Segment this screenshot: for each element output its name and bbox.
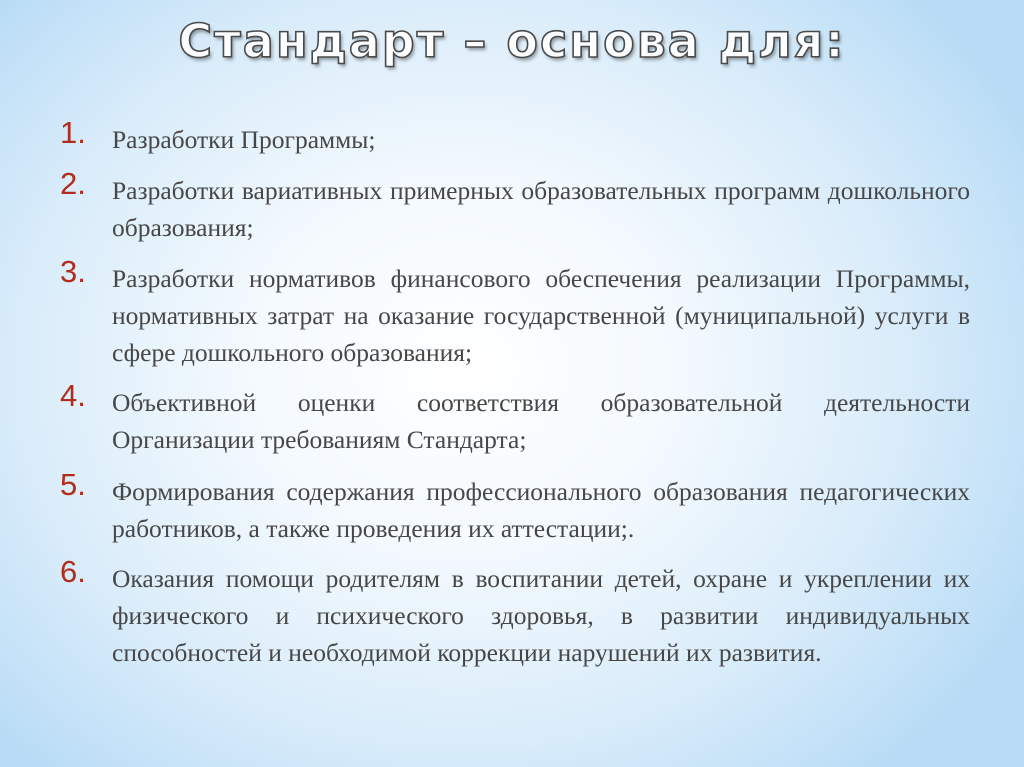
- item-number: 5.: [60, 467, 86, 502]
- item-number: 4.: [60, 378, 86, 413]
- item-text: Разработки вариативных примерных образовательных программ дошкольного образования;: [112, 176, 970, 242]
- item-text: Разработки Программы;: [112, 125, 376, 154]
- item-number: 2.: [60, 166, 86, 201]
- item-text: Разработки нормативов финансового обеспечения реализации Программы, нормативных затрат на оказание государственной (муниципальной) услуги в сфере дошкольного образования;: [112, 264, 970, 367]
- item-text: Оказания помощи родителям в воспитании детей, охране и укреплении их физического и психического здоровья, в развитии индивидуальных способностей и необходимой коррекции нарушений их развития.: [112, 564, 970, 667]
- item-number: 1.: [60, 115, 86, 150]
- item-number: 3.: [60, 254, 86, 289]
- slide-title: Стандарт – основа для:: [178, 14, 846, 68]
- item-text: Объективной оценки соответствия образовательной деятельности Организации требованиям Стандарта;: [112, 388, 970, 454]
- item-text: Формирования содержания профессионального образования педагогических работников, а также проведения их аттестации;.: [112, 477, 970, 543]
- item-number: 6.: [60, 554, 86, 589]
